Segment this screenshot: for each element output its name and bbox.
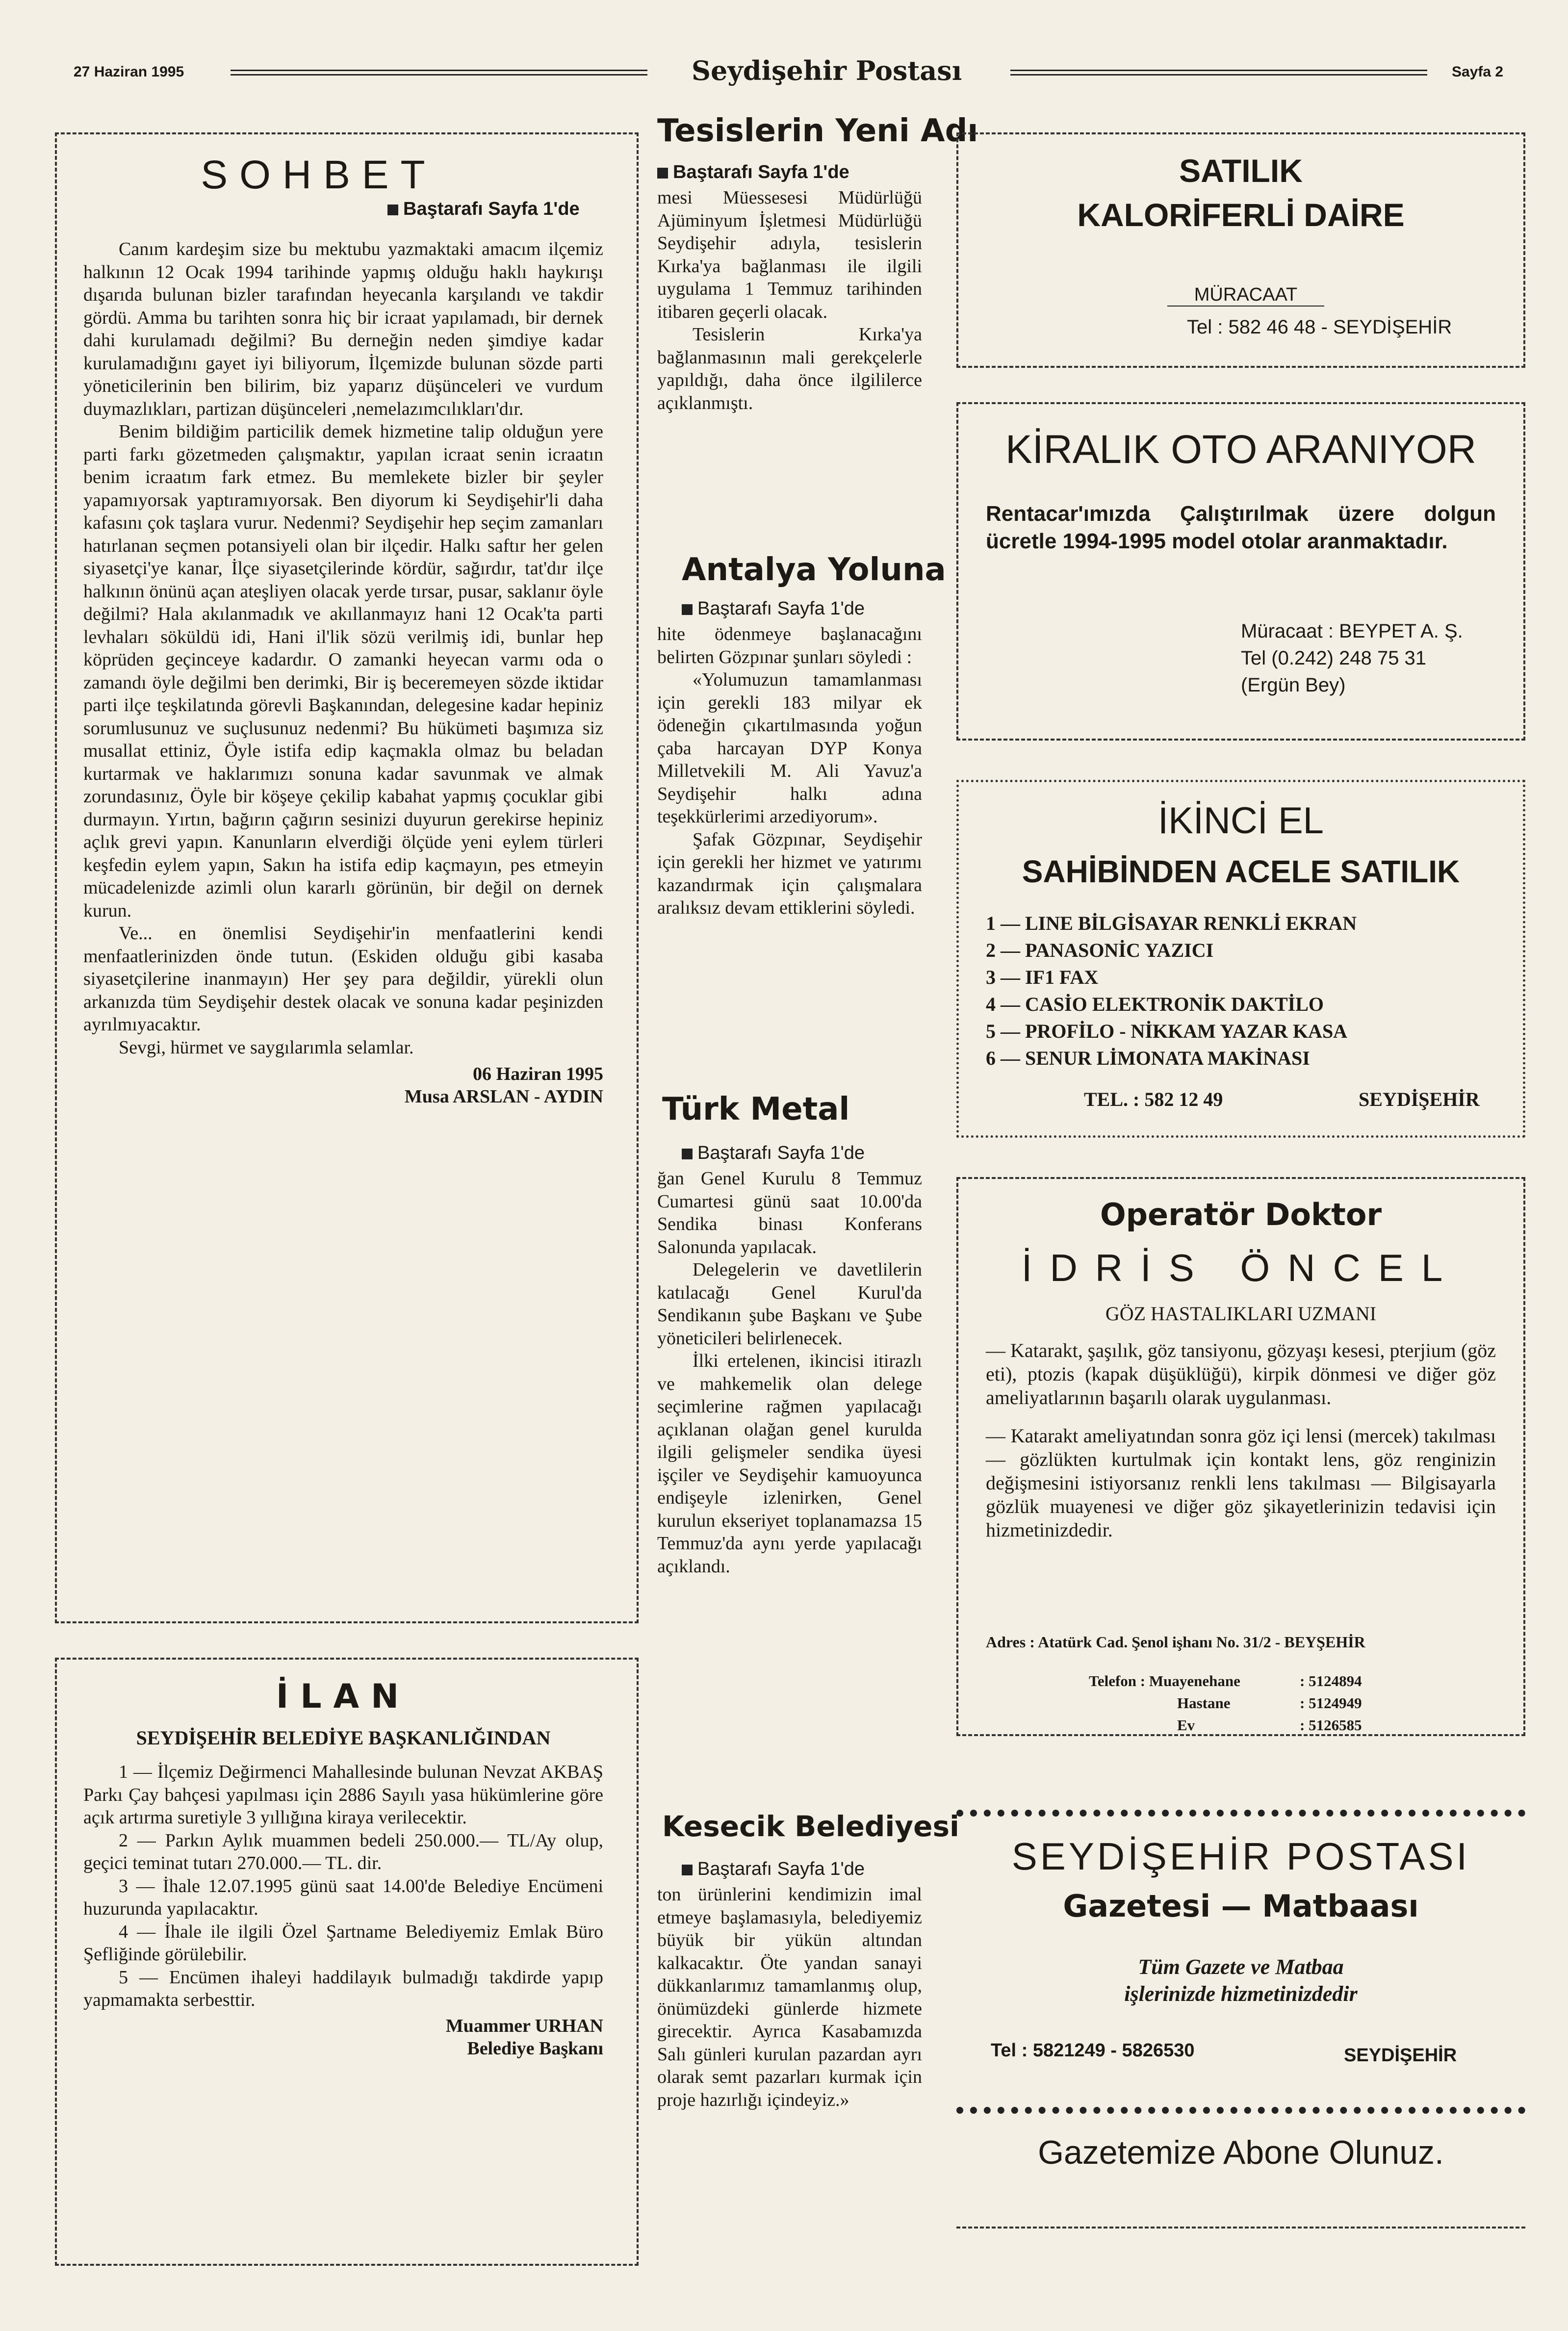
list-item: 5 — PROFİLO - NİKKAM YAZAR KASA [986,1020,1348,1042]
ilan-body [83,1761,603,2060]
ref-text: Baştarafı Sayfa 1'de [697,598,865,619]
bullet-icon [682,1865,693,1875]
sohbet-body [83,238,603,1108]
kiralik-contact2: Tel (0.242) 248 75 31 [1241,647,1427,669]
paragraph: 1 — İlçemiz Değirmenci Mahallesinde bulunan Nevzat AKBAŞ Parkı Çay bahçesi yapılması için 2886 Sayılı yasa hükümlerine göre açık artırma suretiyle 3 yıllığına kiraya verilecektir. [83,1762,603,1828]
sohbet-title: SOHBET [201,153,437,197]
paragraph: 5 — Encümen ihaleyi haddilayık bulmadığı takdirde yapıp yapmamakta serbesttir. [83,1967,603,2010]
paragraph: «Yolumuzun tamamlanması için gerekli 183 milyar ek ödeneğin çıkartılmasında yoğun çaba harcayan DYP Konya Milletvekili M. Ali Yavuz'a Seydişehir halkı adına teşekkürlerimi arzediyorum». [657,669,922,827]
satilik-line1: SATILIK [1179,153,1303,189]
ref-text: Baştarafı Sayfa 1'de [673,162,849,182]
paragraph: Benim bildiğim particilik demek hizmetine talip olduğun yere parti farkı gözetmeden çalışmaktır, yapılan icraat senin icraatın benim icraatım fark etmez. Bu memlekete bizler bir şeyler yapamıyorsak yaptıramıyorsak. Ben diyorum ki Seydişehir'li daha kafasını çok taşlara vurur. Nedenmi? Seydişehir hep seçim zamanları hatırlanan seçmen potansiyeli olan bir ilçedir. Halkı saftır her gelen siyasetçi'ye kanar, İlçe siyasetçilerinde kördür, sağırdır, tat'dır ilçe halkının önünü açan ateşliyen olacak yerde tırsar, pusar, saklanır öyle değilmi? Hala akılanmadık ve akıllanmayız hani 12 Ocak'ta parti levhaları söküldü idi, Hani il'lik sözü verilmiş idi, bunlar hep köprüden geçinceye kadardır. O zamanki heyecan varmı oda o zamandı öyle değilmi ben derimki, Bir iş beceremeyen sözde iktidar parti ilçe teşkilatında görevli Başkanından, delegesine kadar hepiniz sorumlusunuz ve suçlusunuz nedenmi? Bu hükümeti başımıza siz musallat ettiniz, Öyle istifa edip kaçmakla olmaz bu beladan kurtarmak ve haklarımızı sonuna kadar savunmak ve almak zorundasınız, Öyle bir köşeye çekilip kabahat yapmış çocuklar gibi durmayın. Yırtın, bağırın çağırın sesinizi duyurun gerekirse hepiniz açlık grevi yapın. Kanunların elverdiği ölçüde yeni eylem türleri keşfedin eylem yapın, Sakın ha istifa edip kaçmayın, pes etmeyin mücadelenizde azimli olun kararlı görünün, bir değil on dernek kurun. [83,421,603,921]
list-item: 4 — CASİO ELEKTRONİK DAKTİLO [986,993,1324,1015]
kiralik-body: Rentacar'ımızda Çalıştırılmak üzere dolgun ücretle 1994-1995 model otolar aranmaktadır. [986,502,1496,553]
header-rule-right [1010,70,1427,76]
ikinci-el-items [986,910,1501,1072]
antalya-ref [682,598,865,619]
turkmetal-ref [682,1143,865,1164]
doktor-body [986,1339,1496,1542]
doktor-phone-label-0: Telefon : Muayenehane [1089,1672,1240,1690]
bullet-icon [682,1149,693,1159]
doktor-phone-label-1: Hastane [1177,1694,1231,1712]
list-item: 2 — PANASONİC YAZICI [986,939,1214,961]
kiralik-contact3: (Ergün Bey) [1241,674,1346,696]
tesisler-ref [657,162,849,183]
tesisler-headline: Tesislerin Yeni Adı [657,113,978,149]
ikinci-el-title: İKİNCİ EL [1158,800,1324,842]
paragraph: Canım kardeşim size bu mektubu yazmaktaki amacım ilçemiz halkının 12 Ocak 1994 tarihinde yapmış olduğu haklı haykırışı dışarıda bulunan bizler tarafından heyecanla karşılandı ve takdir gördü. Amma bu tarihten sonra hiç bir icraat yapılamadı, bir dernek dahi kurulamadı değilmi? Bu derneğin neden şimdiye kadar kurulamadığını gayet iyi biliyorum, İlçemizde bulunan sözde parti yöneticilerinin ben bilirim, biz yaparız düşünceleri ve vurdum duymazlıkları, partizan düşünceleri ,nemelazımcılıkları'dır. [83,239,603,419]
satilik-line2: KALORİFERLİ DAİRE [1077,197,1405,233]
kesecik-headline: Kesecik Belediyesi [662,1810,959,1843]
list-item: — Katarakt ameliyatından sonra göz içi lensi (mercek) takılması — gözlükten kurtulmak için kontakt lens, göz renginizin değişmesini istiyorsanız renkli lens takılması — Bilgisayarla gözlük muayenesi ve diğer göz şikayetlerinizin tedavisi için hizmetinizdedir. [986,1425,1496,1541]
doktor-title: Operatör Doktor [1100,1197,1382,1232]
doktor-phone-label-2: Ev [1177,1716,1195,1734]
satilik-muracaat: MÜRACAAT [1167,284,1324,307]
ref-text: Baştarafı Sayfa 1'de [403,199,580,219]
ilan-title: İLAN [276,1677,411,1716]
bullet-icon [657,168,668,179]
turkmetal-headline: Türk Metal [662,1091,850,1127]
antalya-body [657,623,922,920]
postasi-tel: Tel : 5821249 - 5826530 [991,2040,1195,2061]
ref-text: Baştarafı Sayfa 1'de [697,1143,865,1163]
postasi-title: SEYDİŞEHİR POSTASI [1011,1835,1470,1878]
paragraph: ğan Genel Kurulu 8 Temmuz Cumartesi günü saat 10.00'da Sendika binası Konferans Salonunda yapılacak. [657,1168,922,1257]
postasi-city: SEYDİŞEHİR [1344,2045,1457,2066]
paragraph: Tesislerin Kırka'ya bağlanmasının mali gerekçelerle yapıldığı, daha önce ilgililerce açıklanmıştı. [657,324,922,413]
ilan-issuer: SEYDİŞEHİR BELEDİYE BAŞKANLIĞINDAN [136,1727,551,1749]
kesecik-body [657,1883,922,2111]
bullet-icon [387,205,398,215]
ilan-signer-title: Belediye Başkanı [467,2038,603,2059]
antalya-headline: Antalya Yoluna [682,552,946,588]
kesecik-ref [682,1859,865,1880]
satilik-tel: Tel : 582 46 48 - SEYDİŞEHİR [1187,316,1452,338]
doktor-phone-value-0: : 5124894 [1300,1672,1362,1690]
ref-text: Baştarafı Sayfa 1'de [697,1859,865,1879]
paragraph: Sevgi, hürmet ve saygılarımla selamlar. [119,1037,414,1058]
list-item: 6 — SENUR LİMONATA MAKİNASI [986,1047,1310,1069]
doktor-address: Adres : Atatürk Cad. Şenol işhanı No. 31/2 - BEYŞEHİR [986,1633,1365,1651]
paragraph: 4 — İhale ile ilgili Özel Şartname Belediyemiz Emlak Büro Şefliğinde görülebilir. [83,1921,603,1965]
page-number: Sayfa 2 [1452,64,1504,80]
postasi-tagline1: Tüm Gazete ve Matbaa [1138,1955,1344,1979]
doktor-name: İDRİS ÖNCEL [1021,1246,1461,1289]
header-rule-left [231,70,647,76]
doktor-phone-value-1: : 5124949 [1300,1694,1362,1712]
paragraph: 2 — Parkın Aylık muammen bedeli 250.000.— TL/Ay olup, geçici teminat tutarı 270.000.— TL. dir. [83,1830,603,1873]
postasi-tagline2: işlerinizde hizmetinizdedir [1124,1982,1358,2006]
sohbet-author: Musa ARSLAN - AYDIN [404,1086,603,1107]
bottom-divider [956,2227,1525,2229]
ikinci-el-tel: TEL. : 582 12 49 [1084,1088,1223,1110]
tesisler-body [657,186,922,414]
paragraph: Ve... en önemlisi Seydişehir'in menfaatlerini kendi menfaatlerinizden önde tutun. (Eskiden olduğu gibi kasaba siyasetçilerine inanmayın) Her şey para değildir, yürekli olun arkanızda tüm Seydişehir destek olacak ve sonuna kadar peşinizden ayrılmıyacaktır. [83,923,603,1035]
kiralik-contact1: Müracaat : BEYPET A. Ş. [1241,620,1463,642]
bullet-icon [682,604,693,615]
list-item: — Katarakt, şaşılık, göz tansiyonu, gözyaşı kesesi, pterjium (göz eti), ptozis (kapak düşüklüğü), kirpik dönmesi ve diğer göz ameliyatlarının başarılı olarak uygulanması. [986,1339,1496,1409]
abone-slogan: Gazetemize Abone Olunuz. [1038,2134,1444,2171]
ikinci-el-subtitle: SAHİBİNDEN ACELE SATILIK [1022,854,1460,889]
paragraph: İlki ertelenen, ikincisi itirazlı ve mahkemelik olan delege seçimlerine rağmen yapılacağı açıklanan olağan genel kurulda ilgili gelişmeler sendika üyesi işçiler ve Seydişehir kamuoyunca endişeyle izlenirken, Genel kurulun ekseriyet toplanamazsa 15 Temmuz'da aynı yerde yapılacağı açıklandı. [657,1351,922,1577]
issue-date: 27 Haziran 1995 [74,64,184,80]
list-item: 1 — LINE BİLGİSAYAR RENKLİ EKRAN [986,912,1357,934]
paragraph: mesi Müessesesi Müdürlüğü Ajüminyum İşletmesi Müdürlüğü Seydişehir adıyla, tesislerin Kırka'ya bağlanması ile ilgili uygulama 1 Temmuz tarihinden itibaren geçerli olacak. [657,187,922,322]
paragraph: Delegelerin ve davetlilerin katılacağı Genel Kurul'da Sendikanın şube Başkanı ve Şube yöneticileri belirlenecek. [657,1259,922,1349]
paragraph: hite ödenmeye başlanacağını belirten Gözpınar şunları söyledi : [657,624,922,667]
ilan-signer: Muammer URHAN [445,2015,603,2036]
paragraph: ton ürünlerini kendimizin imal etmeye başlamasıyla, belediyemiz büyük bir yükün altından kalkacaktır. Öte yandan sanayi dükkanlarımız tamamlanmış olup, önümüzdeki günlerde hizmete girecektir. Ayrıca Kasabamızda Salı günleri kurulan pazardan ayrı olarak semt pazarları kurmak için proje hazırlığı içindeyiz.» [657,1884,922,2110]
masthead: Seydişehir Postası [692,55,962,86]
list-item: 3 — IF1 FAX [986,966,1099,988]
sohbet-ref [387,199,580,220]
turkmetal-body [657,1167,922,1578]
sohbet-date: 06 Haziran 1995 [473,1064,603,1084]
doktor-phone-value-2: : 5126585 [1300,1716,1362,1734]
kiralik-title: KİRALIK OTO ARANIYOR [1005,427,1476,472]
doktor-specialty: GÖZ HASTALIKLARI UZMANI [1105,1303,1377,1325]
paragraph: 3 — İhale 12.07.1995 günü saat 14.00'de Belediye Encümeni huzurunda yapılacaktır. [83,1875,603,1919]
postasi-subtitle: Gazetesi — Matbaası [1063,1888,1419,1924]
ikinci-el-city: SEYDİŞEHİR [1359,1088,1480,1110]
paragraph: Şafak Gözpınar, Seydişehir için gerekli her hizmet ve yatırımı kazandırmak için çalışmalara aralıksız devam ettiklerini söyledi. [657,829,922,918]
